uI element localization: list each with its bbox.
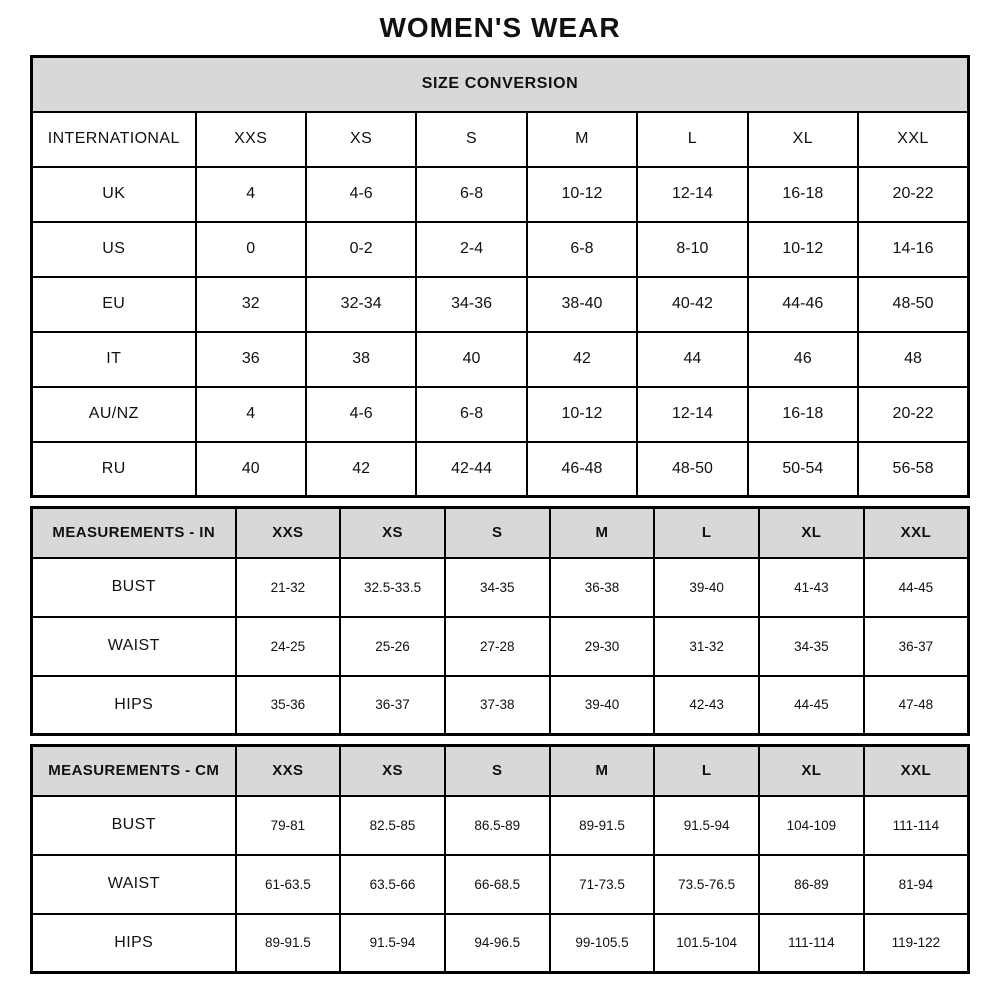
size-cell: 48 bbox=[858, 332, 968, 387]
measurement-cell: 35-36 bbox=[236, 676, 341, 735]
column-header: XXS bbox=[196, 112, 306, 167]
size-cell: 12-14 bbox=[637, 387, 747, 442]
measurement-cell: 63.5-66 bbox=[340, 855, 445, 914]
measurement-cell: 27-28 bbox=[445, 617, 550, 676]
column-header: M bbox=[550, 508, 655, 558]
table-row bbox=[32, 332, 969, 387]
size-cell: 48-50 bbox=[637, 442, 747, 497]
measurement-cell: 31-32 bbox=[654, 617, 759, 676]
measurements-header-row bbox=[32, 508, 969, 558]
measurement-cell: 99-105.5 bbox=[550, 914, 655, 973]
column-header: L bbox=[637, 112, 747, 167]
size-cell: 14-16 bbox=[858, 222, 968, 277]
size-cell: 12-14 bbox=[637, 167, 747, 222]
column-header: XL bbox=[759, 746, 864, 796]
row-label: AU/NZ bbox=[32, 387, 196, 442]
measurement-cell: 37-38 bbox=[445, 676, 550, 735]
size-cell: 0 bbox=[196, 222, 306, 277]
column-header: XXS bbox=[236, 508, 341, 558]
size-cell: 32 bbox=[196, 277, 306, 332]
measurement-cell: 111-114 bbox=[864, 796, 969, 855]
row-label: BUST bbox=[32, 558, 236, 617]
measurement-cell: 104-109 bbox=[759, 796, 864, 855]
size-cell: 40 bbox=[196, 442, 306, 497]
table-title: MEASUREMENTS - CM bbox=[32, 746, 236, 796]
column-header: M bbox=[550, 746, 655, 796]
size-cell: 4-6 bbox=[306, 167, 416, 222]
row-label: BUST bbox=[32, 796, 236, 855]
size-cell: 10-12 bbox=[527, 387, 637, 442]
measurement-cell: 86-89 bbox=[759, 855, 864, 914]
size-cell: 38-40 bbox=[527, 277, 637, 332]
size-cell: 44 bbox=[637, 332, 747, 387]
table-row bbox=[32, 167, 969, 222]
table-title: MEASUREMENTS - IN bbox=[32, 508, 236, 558]
measurement-cell: 36-37 bbox=[864, 617, 969, 676]
row-label: WAIST bbox=[32, 855, 236, 914]
size-cell: 50-54 bbox=[748, 442, 858, 497]
measurement-cell: 89-91.5 bbox=[550, 796, 655, 855]
table-row bbox=[32, 676, 969, 735]
size-cell: 42 bbox=[527, 332, 637, 387]
size-cell: 34-36 bbox=[416, 277, 526, 332]
measurements-in-table bbox=[30, 506, 970, 736]
measurement-cell: 61-63.5 bbox=[236, 855, 341, 914]
size-cell: 46 bbox=[748, 332, 858, 387]
row-label: UK bbox=[32, 167, 196, 222]
table-row bbox=[32, 914, 969, 973]
measurement-cell: 66-68.5 bbox=[445, 855, 550, 914]
column-header: S bbox=[445, 508, 550, 558]
measurements-header-row bbox=[32, 746, 969, 796]
measurement-cell: 42-43 bbox=[654, 676, 759, 735]
size-cell: 42 bbox=[306, 442, 416, 497]
size-cell: 32-34 bbox=[306, 277, 416, 332]
column-header: XXL bbox=[864, 508, 969, 558]
international-row bbox=[32, 112, 969, 167]
size-cell: 46-48 bbox=[527, 442, 637, 497]
size-conversion-title: SIZE CONVERSION bbox=[32, 57, 969, 112]
size-cell: 20-22 bbox=[858, 167, 968, 222]
column-header: XS bbox=[306, 112, 416, 167]
measurement-cell: 24-25 bbox=[236, 617, 341, 676]
size-cell: 40-42 bbox=[637, 277, 747, 332]
measurement-cell: 91.5-94 bbox=[654, 796, 759, 855]
measurement-cell: 21-32 bbox=[236, 558, 341, 617]
size-cell: 38 bbox=[306, 332, 416, 387]
column-header: XXL bbox=[864, 746, 969, 796]
measurement-cell: 94-96.5 bbox=[445, 914, 550, 973]
measurement-cell: 79-81 bbox=[236, 796, 341, 855]
size-cell: 44-46 bbox=[748, 277, 858, 332]
column-header: M bbox=[527, 112, 637, 167]
row-label: IT bbox=[32, 332, 196, 387]
size-cell: 40 bbox=[416, 332, 526, 387]
size-cell: 6-8 bbox=[527, 222, 637, 277]
measurement-cell: 44-45 bbox=[864, 558, 969, 617]
row-label: WAIST bbox=[32, 617, 236, 676]
measurement-cell: 29-30 bbox=[550, 617, 655, 676]
measurement-cell: 34-35 bbox=[759, 617, 864, 676]
column-header: XL bbox=[759, 508, 864, 558]
table-row bbox=[32, 617, 969, 676]
table-row bbox=[32, 442, 969, 497]
measurements-cm-table bbox=[30, 744, 970, 974]
row-label: RU bbox=[32, 442, 196, 497]
measurement-cell: 82.5-85 bbox=[340, 796, 445, 855]
column-header: L bbox=[654, 746, 759, 796]
measurement-cell: 101.5-104 bbox=[654, 914, 759, 973]
measurement-cell: 47-48 bbox=[864, 676, 969, 735]
size-cell: 4 bbox=[196, 387, 306, 442]
column-header: XL bbox=[748, 112, 858, 167]
table-row bbox=[32, 222, 969, 277]
measurement-cell: 36-38 bbox=[550, 558, 655, 617]
measurement-cell: 71-73.5 bbox=[550, 855, 655, 914]
table-row bbox=[32, 558, 969, 617]
measurement-cell: 32.5-33.5 bbox=[340, 558, 445, 617]
size-cell: 4-6 bbox=[306, 387, 416, 442]
size-cell: 16-18 bbox=[748, 167, 858, 222]
measurement-cell: 73.5-76.5 bbox=[654, 855, 759, 914]
size-cell: 6-8 bbox=[416, 387, 526, 442]
measurement-cell: 81-94 bbox=[864, 855, 969, 914]
size-cell: 2-4 bbox=[416, 222, 526, 277]
column-header: S bbox=[416, 112, 526, 167]
row-label: HIPS bbox=[32, 914, 236, 973]
size-cell: 42-44 bbox=[416, 442, 526, 497]
row-label: HIPS bbox=[32, 676, 236, 735]
row-label: US bbox=[32, 222, 196, 277]
size-cell: 56-58 bbox=[858, 442, 968, 497]
measurement-cell: 89-91.5 bbox=[236, 914, 341, 973]
measurement-cell: 39-40 bbox=[550, 676, 655, 735]
measurement-cell: 25-26 bbox=[340, 617, 445, 676]
measurement-cell: 39-40 bbox=[654, 558, 759, 617]
table-row bbox=[32, 277, 969, 332]
column-header: XS bbox=[340, 746, 445, 796]
table-row bbox=[32, 796, 969, 855]
row-label: INTERNATIONAL bbox=[32, 112, 196, 167]
size-cell: 10-12 bbox=[527, 167, 637, 222]
size-cell: 36 bbox=[196, 332, 306, 387]
column-header: XS bbox=[340, 508, 445, 558]
size-cell: 8-10 bbox=[637, 222, 747, 277]
size-cell: 48-50 bbox=[858, 277, 968, 332]
size-cell: 0-2 bbox=[306, 222, 416, 277]
size-cell: 4 bbox=[196, 167, 306, 222]
size-cell: 16-18 bbox=[748, 387, 858, 442]
column-header: S bbox=[445, 746, 550, 796]
column-header: L bbox=[654, 508, 759, 558]
table-row bbox=[32, 855, 969, 914]
column-header: XXS bbox=[236, 746, 341, 796]
size-conversion-header-row bbox=[32, 57, 969, 112]
measurement-cell: 91.5-94 bbox=[340, 914, 445, 973]
measurement-cell: 86.5-89 bbox=[445, 796, 550, 855]
page-title: WOMEN'S WEAR bbox=[379, 12, 621, 43]
size-cell: 6-8 bbox=[416, 167, 526, 222]
measurement-cell: 34-35 bbox=[445, 558, 550, 617]
measurement-cell: 119-122 bbox=[864, 914, 969, 973]
column-header: XXL bbox=[858, 112, 968, 167]
measurement-cell: 111-114 bbox=[759, 914, 864, 973]
row-label: EU bbox=[32, 277, 196, 332]
measurement-cell: 41-43 bbox=[759, 558, 864, 617]
measurement-cell: 44-45 bbox=[759, 676, 864, 735]
table-row bbox=[32, 387, 969, 442]
size-cell: 20-22 bbox=[858, 387, 968, 442]
size-conversion-table bbox=[30, 55, 970, 498]
size-cell: 10-12 bbox=[748, 222, 858, 277]
measurement-cell: 36-37 bbox=[340, 676, 445, 735]
